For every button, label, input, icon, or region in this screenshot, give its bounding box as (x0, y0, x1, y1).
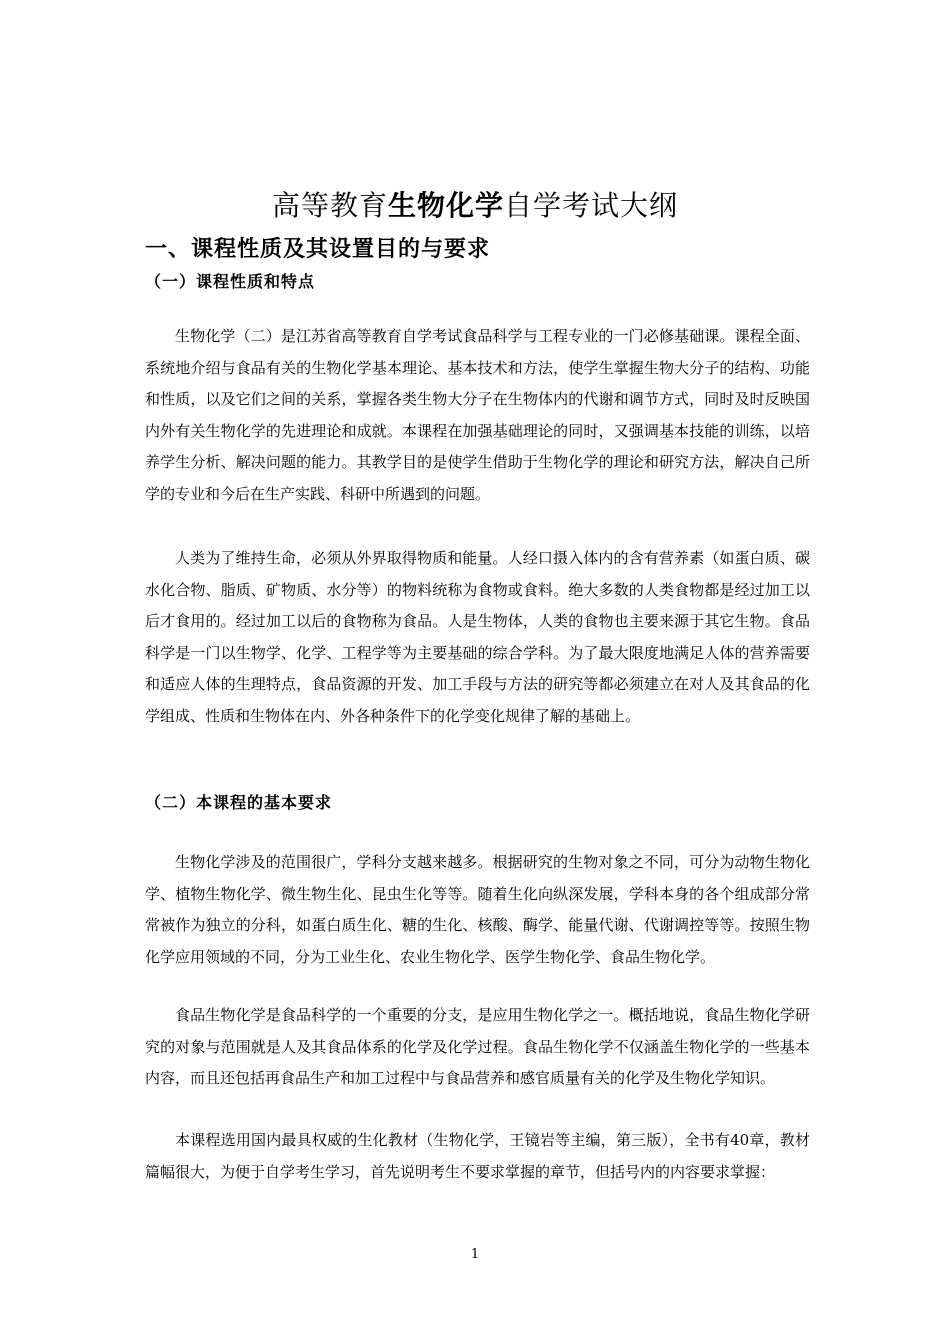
paragraph-4: 食品生物化学是食品科学的一个重要的分支，是应用生物化学之一。概括地说，食品生物化学研究的对象与范围就是人及其食品体系的化学及化学过程。食品生物化学不仅涵盖生物化学的一些基本内容，而且还包括再食品生产和加工过程中与食品营养和感官质量有关的化学及生物化学知识。 (145, 1006, 810, 1087)
section-heading: 一、课程性质及其设置目的与要求 (145, 237, 491, 262)
paragraph-1: 生物化学（二）是江苏省高等教育自学考试食品科学与工程专业的一门必修基础课。课程全面、系统地介绍与食品有关的生物化学基本理论、基本技术和方法，使学生掌握生物大分子的结构、功能和性质，以及它们之间的关系，掌握各类生物大分子在生物体内的代谢和调节方式，同时及时反映国内外有关生物化学的先进理论和成就。本课程在加强基础理论的同时，又强调基本技能的训练，以培养学生分析、解决问题的能力。其教学目的是使学生借助于生物化学的理论和研究方法，解决自己所学的专业和今后在生产实践、科研中所遇到的问题。 (145, 327, 810, 503)
subsection-heading-2: （二）本课程的基本要求 (145, 793, 333, 812)
paragraph-5: 本课程选用国内最具权威的生化教材（生物化学，王镜岩等主编，第三版），全书有40章，教材篇幅很大，为便于自学考生学习，首先说明考生不要求掌握的章节，但括号内的内容要求掌握： (145, 1131, 810, 1181)
page-number: 1 (470, 1247, 480, 1262)
title-suffix: 自学考试大纲 (504, 189, 679, 222)
subsection-heading-1: （一）课程性质和特点 (145, 272, 316, 291)
title-bold: 生物化学 (387, 189, 504, 222)
document-title (0, 186, 950, 226)
paragraph-2: 人类为了维持生命，必须从外界取得物质和能量。人经口摄入体内的含有营养素（如蛋白质、碳水化合物、脂质、矿物质、水分等）的物料统称为食物或食料。绝大多数的人类食物都是经过加工以后才食用的。经过加工以后的食物称为食品。人是生物体，人类的食物也主要来源于其它生物。食品科学是一门以生物学、化学、工程学等为主要基础的综合学科。为了最大限度地满足人体的营养需要和适应人体的生理特点，食品资源的开发、加工手段与方法的研究等都必须建立在对人及其食品的化学组成、性质和生物体在内、外各种条件下的化学变化规律了解的基础上。 (145, 549, 810, 725)
paragraph-3: 生物化学涉及的范围很广，学科分支越来越多。根据研究的生物对象之不同，可分为动物生物化学、植物生物化学、微生物生化、昆虫生化等等。随着生化向纵深发展，学科本身的各个组成部分常常被作为独立的分科，如蛋白质生化、糖的生化、核酸、酶学、能量代谢、代谢调控等等。按照生物化学应用领域的不同，分为工业生化、农业生物化学、医学生物化学、食品生物化学。 (145, 853, 810, 966)
title-prefix: 高等教育 (271, 189, 388, 222)
